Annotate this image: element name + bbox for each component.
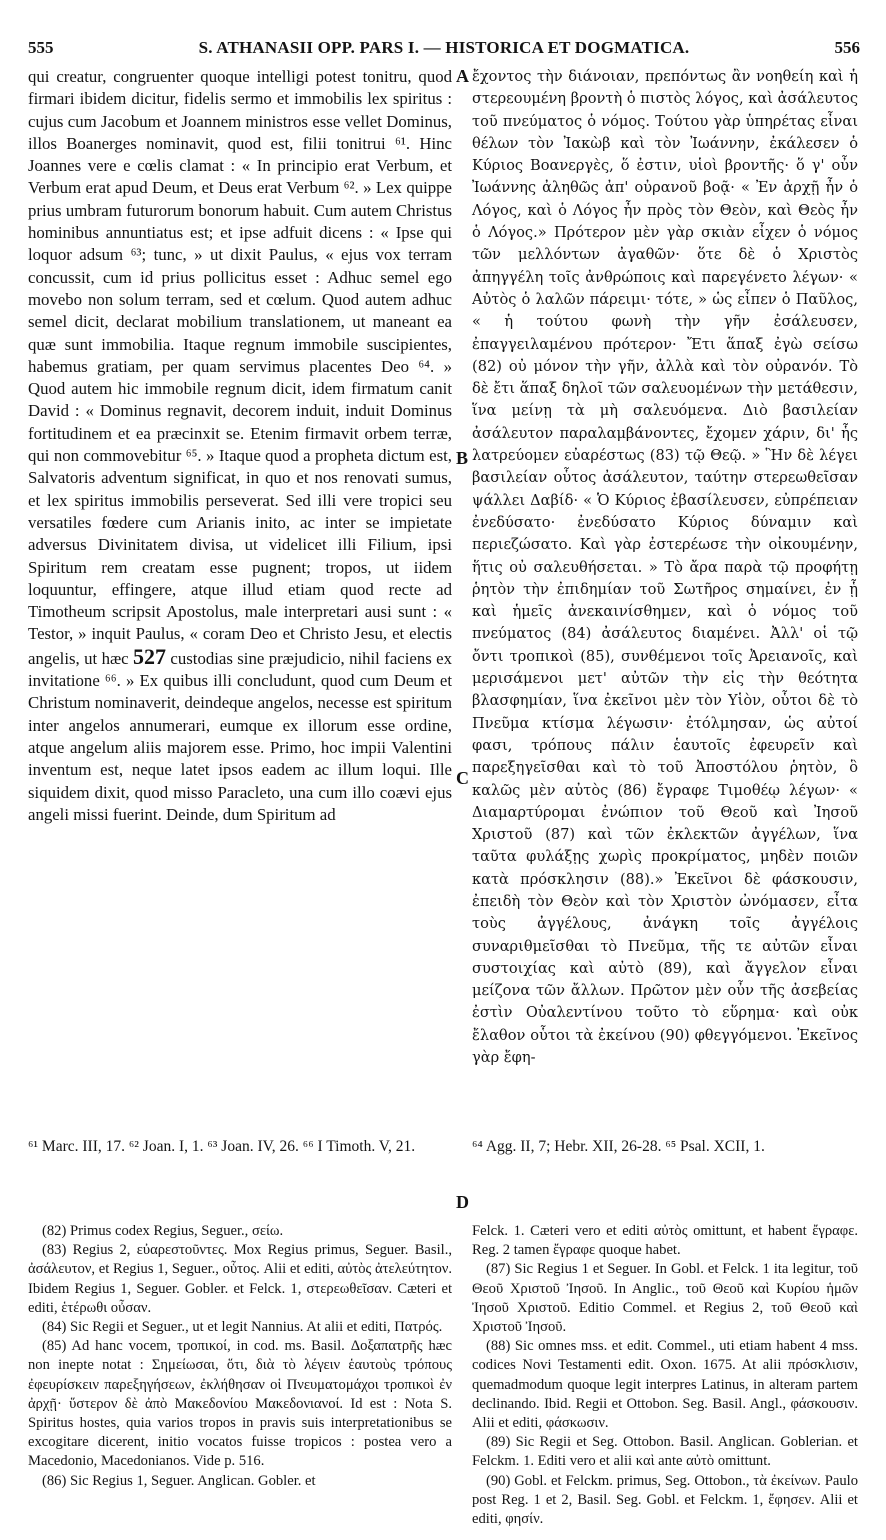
note-87: (87) Sic Regius 1 et Seguer. In Gobl. et Felck. 1 ita legitur, τοῦ Θεοῦ Χριστοῦ Ἰησοῦ. In Anglic., τοῦ Θεοῦ καὶ Κυρίου ἡμῶν Ἰησοῦ Χριστοῦ. Editio Commel. et Regius 2, τοῦ Θεοῦ καὶ Χριστοῦ Ἰησοῦ. — [472, 1261, 858, 1336]
section-marker-b: B — [456, 448, 469, 468]
note-83: (83) Regius 2, εὐαρεστοῦντες. Mox Regius primus, Seguer. Basil., ἀσάλευτον, et Regius 1, Seguer., οὗτος. Alii et editi, αὐτὸς ἀτελεύτητον. Ibidem Regius 1, Seguer. Gobler. et Felck. 1, στερεωθεῖσαν. Cæteri et editi, ἑτέρωθι οὖσαν. — [28, 1242, 452, 1316]
scripture-notes-left: ⁶¹ Marc. III, 17. ⁶² Joan. I, 1. ⁶³ Joan. IV, 26. ⁶⁶ I Timoth. V, 21. — [28, 1138, 416, 1155]
note-85: (85) Ad hanc vocem, τροπικοί, in cod. ms. Basil. Δοξαπατρῆς hæc non inepte notat : Σημείωσαι, ὅτι, διὰ τὸ λέγειν ἑαυτοὺς τρόπους ἐφευρίσκειν παρεξηγήσεων, ἐκλήθησαν οἱ Πνευματομάχοι τροπικοὶ ἐν ἀρχῇ· ὕστερον δὲ ἀπὸ Μακεδονίου Μακεδονιανοί. Id est : Nota S. Spiritus hostes, quia varios tropos in pravis suis interpretationibus se excogitare dicerent, initio vocatos fuisse tropicos : postea vero a Macedonio, Macedonianos. Vide p. 516. — [28, 1338, 452, 1470]
note-82: (82) Primus codex Regius, Seguer., σείω. — [42, 1223, 284, 1239]
running-title: S. ATHANASII OPP. PARS I. — HISTORICA ET DOGMATICA. — [198, 38, 690, 57]
section-marker-a: A — [456, 66, 469, 86]
page-marker-527: 527 — [133, 643, 167, 669]
latin-text-part1: qui creatur, congruenter quoque intelligi potest tonitru, quod firmari ibidem dicitur, fidelis sermo et immobilis lex spiritus : cujus cum Jacobum et Joannem ministros esse vellet Dominus, illos Boanerges nominavit, quod est, filii tonitrui ⁶¹. Hinc Joannes vere e cœlis clamat : « In principio erat Verbum, et Verbum erat apud Deum, et Deus erat Verbum ⁶². » Lex quippe prius umbram futurorum bonorum habuit. Cum autem Christus hominibus annuntiatus est; et ipse adfuit dicens : « Ipse qui loquor adsum ⁶³; tunc, » ut dixit Paulus, « ejus vox terram concussit, cum id prius pollicitus esset : Adhuc semel ego movebo non solum terram, sed et cœlum. Quod autem adhuc semel dicit, declarat mobilium translationem, ut maneant ea quæ sunt immobilia. Itaque regnum immobile suscipientes, habemus gratiam, per quam servimus placentes Deo ⁶⁴. » Quod autem hic immobile regnum dicit, idem firmatum canit David : « Dominus regnavit, decorem induit, induit Dominus fortitudinem et ea præcinxit se. Etenim firmavit orbem terræ, qui non commovebitur ⁶⁵. » Itaque quod a propheta dictum est, Salvatoris adventum significat, in quo et nos renovati sumus, et lex spiritus immobilis perseverat. Sed illi vere tropici seu versatiles fœdere cum Arianis inito, ac inter se impietate adversus Divinitatem divisa, ut videlicet illi Filium, ipsi Spiritum rem creatam esse pugnent; tropos, ut iidem loquuntur, effingere, atque illud etiam quod recte ad Timotheum scripsit Apostolus, male interpretari ausi sunt : « Testor, » inquit Paulus, « coram Deo et Christo Jesu, et electis angelis, ut hæc — [28, 67, 452, 668]
note-86-continued: Felck. 1. Cæteri vero et editi αὐτὸς omittunt, et habent ἔγραφε. Reg. 2 tamen ἔγραφε quoque habet. — [472, 1223, 858, 1259]
critical-notes-left — [28, 1222, 452, 1491]
note-90: (90) Gobl. et Felckm. primus, Seg. Ottobon., τὰ ἐκείνων. Paulo post Reg. 1 et 2, Basil. Seg. Gobl. et Felckm. 1, ἔφησεν. Alii et editi, φησίν. — [472, 1472, 858, 1528]
section-marker-c: C — [456, 768, 469, 788]
greek-column — [472, 66, 858, 1069]
note-86: (86) Sic Regius 1, Seguer. Anglican. Gobler. et — [42, 1472, 316, 1489]
scripture-notes-right: ⁶⁴ Agg. II, 7; Hebr. XII, 26-28. ⁶⁵ Psal. XCII, 1. — [472, 1138, 765, 1155]
greek-text: ἔχοντος τὴν διάνοιαν, πρεπόντως ἂν νοηθείη καὶ ἡ στερεουμένη βροντὴ ὁ πιστὸς λόγος, καὶ ἀσάλευτος τοῦ πνεύματος ὁ νόμος. Τούτου γὰρ ὑπηρέτας εἶναι θέλων τὸν Ἰακὼβ καὶ τὸν Ἰωάννην, ἐκάλεσεν ὁ Κύριος Βοανεργὲς, ὅ ἐστιν, υἱοὶ βροντῆς· ὅ γ' οὖν Ἰωάννης ἀληθῶς ἀπ' οὐρανοῦ βοᾷ· « Ἐν ἀρχῇ ἦν ὁ Λόγος, καὶ ὁ Λόγος ἦν πρὸς τὸν Θεὸν, καὶ Θεὸς ἦν ὁ Λόγος.» Πρότερον μὲν γὰρ σκιὰν εἶχεν ὁ νόμος τῶν μελλόντων ἀγαθῶν· ὅτε δὲ ὁ Χριστὸς ἀπηγγέλη τοῖς ἀνθρώποις καὶ παρεγένετο λέγων· « Αὐτὸς ὁ λαλῶν πάρειμι· τότε, » ὡς εἶπεν ὁ Παῦλος, « ἡ τούτου φωνὴ τὴν γῆν ἐσάλευσεν, ἐπαγγειλαμένου πρότερον· Ἔτι ἅπαξ ἐγὼ σείσω (82) οὐ μόνον τὴν γῆν, ἀλλὰ καὶ τὸν οὐρανόν. Τὸ δὲ ἔτι ἅπαξ δηλοῖ τῶν σαλευομένων τὴν μετάθεσιν, ἵνα μείνῃ τὰ μὴ σαλευόμενα. Διὸ βασιλείαν ἀσάλευτον παραλαμβάνοντες, ἔχομεν χάριν, δι' ἧς λατρεύομεν εὐαρέστως (83) τῷ Θεῷ. » Ἣν δὲ λέγει βασιλείαν οὗτος ἀσάλευτον, ταύτην στερεωθεῖσαν ψάλλει Δαβίδ· « Ὁ Κύριος ἐβασίλευσεν, εὐπρέπειαν ἐνεδύσατο· ἐνεδύσατο Κύριος δύναμιν καὶ περιεζώσατο. Καὶ γὰρ ἐστερέωσε τὴν οἰκουμένην, ἥτις οὐ σαλευθήσεται. » Τὸ ἄρα παρὰ τῷ προφήτῃ ῥητὸν τὴν ἐπιδημίαν τοῦ Σωτῆρος σημαίνει, ἐν ᾗ καὶ ἡμεῖς ἀνεκαινίσθημεν, καὶ ὁ νόμος τοῦ πνεύματος (84) ἀσάλευτος διαμένει. Ἀλλ' οἱ τῷ ὄντι τροπικοὶ (85), συνθέμενοι τοῖς Ἀρειανοῖς, καὶ μερισάμενοι μετ' αὐτῶν τὴν εἰς τὴν θεότητα βλασφημίαν, ἵνα ἐκεῖνοι μὲν τὸν Υἱὸν, οὗτοι δὲ τὸ Πνεῦμα κτίσμα λέγωσιν· ἐτόλμησαν, ὡς αὐτοί φασι, τρόπους πάλιν ἑαυτοῖς ἐφευρεῖν καὶ παρεξηγεῖσθαι καὶ τὸ τοῦ Ἀποστόλου ῥητὸν, ὃ καλῶς μὲν αὐτὸς (86) ἔγραφε Τιμοθέῳ λέγων· « Διαμαρτύρομαι ἐνώπιον τοῦ Θεοῦ καὶ Ἰησοῦ Χριστοῦ (87) καὶ τῶν ἐκλεκτῶν ἀγγέλων, ἵνα ταῦτα φυλάξῃς χωρὶς προκρίματος, μηδὲν ποιῶν κατὰ πρόσκλησιν (88).» Ἐκεῖνοι δὲ φάσκουσιν, ἐπειδὴ τὸν Θεὸν καὶ τὸν Χριστὸν ὠνόμασεν, εἶτα τοὺς ἀγγέλους, ἀνάγκη τοῖς ἀγγέλοις συναριθμεῖσθαι τὸ Πνεῦμα, τῆς τε αὐτῶν εἶναι συστοιχίας καὶ αὐτὸ (89), καὶ ἄγγελον εἶναι μείζονα τῶν ἄλλων. Πρῶτον μὲν οὖν τῆς ἀσεβείας ἐστὶν Οὐαλεντίνου τοῦτο τὸ εὕρημα· καὶ οὐκ ἔλαθον οὗτοι τὰ ἐκείνου (90) φθεγγόμενοι. Ἐκεῖνος γὰρ ἔφη- — [472, 68, 858, 1067]
latin-text — [28, 66, 452, 826]
running-header — [28, 38, 860, 68]
section-marker-d: D — [456, 1192, 469, 1212]
latin-text-part2: custodias sine præjudicio, nihil faciens ex invitatione ⁶⁶. » Ex quibus illi concludunt, quod cum Deum et Christum nominaverit, deindeque angelos, necesse est spiritum inter angelos annumerari, eumque ex illorum esse ordine, atque angelum aliis majorem esse. Primo, hoc impii Valentini inventum est, neque latet ipsos eadem ac illum loqui. Ille siquidem dixit, quod misso Paracleto, una cum illo coævi ejus angeli missi fuerint. Deinde, dum Spiritum ad — [28, 648, 452, 824]
note-89: (89) Sic Regii et Seg. Ottobon. Basil. Anglican. Goblerian. et Felckm. 1. Editi vero et alii καὶ ante αὐτὸ omittunt. — [472, 1434, 858, 1470]
latin-column — [28, 66, 452, 826]
critical-notes-right — [472, 1222, 858, 1529]
note-84: (84) Sic Regii et Seguer., ut et legit Nannius. At alii et editi, Πατρός. — [42, 1319, 443, 1336]
left-page-number: 555 — [28, 38, 54, 57]
note-88: (88) Sic omnes mss. et edit. Commel., uti etiam habent 4 mss. codices Novi Testamenti edit. Oxon. 1675. At alii πρόσκλισιν, quemadmodum quoque legit interpres Latinus, in alteram partem declinando. Ibid. Regii et Ottobon. Seg. Basil. Angl., φάσκουσιν. Alii et editi, φάσκωσιν. — [472, 1338, 858, 1432]
right-page-number: 556 — [834, 38, 860, 57]
